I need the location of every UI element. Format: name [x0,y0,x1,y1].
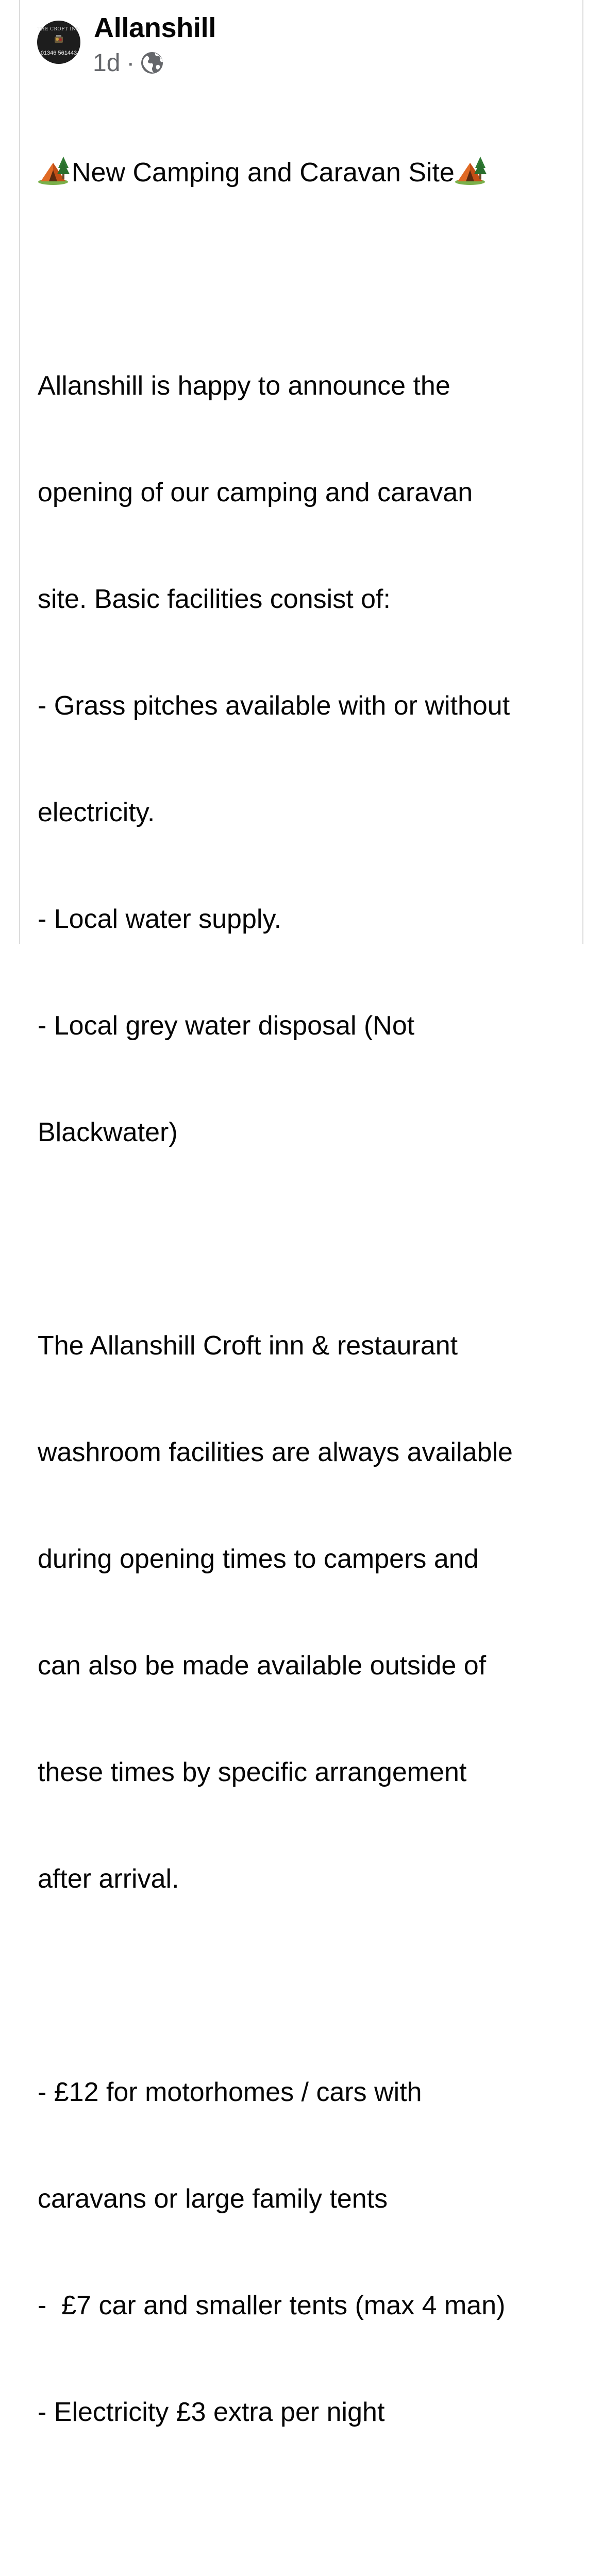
avatar-logo-text: THE CROFT INN [37,27,80,32]
post-line: during opening times to campers and [38,1544,479,1574]
post-title-text: New Camping and Caravan Site [72,158,455,188]
post-line [38,2501,568,2537]
post-line: - Local water supply. [38,904,282,934]
post-line [38,1222,568,1257]
post-line: Blackwater) [38,1117,178,1147]
post-time[interactable]: 1d [93,49,121,77]
post-author[interactable]: Allanshill [94,12,216,43]
post-line: Allanshill is happy to announce the [38,371,450,401]
post-line [38,262,568,297]
post-line: can also be made available outside of [38,1651,487,1681]
post-line: site. Basic facilities consist of: [38,584,391,614]
post-line: after arrival. [38,1864,179,1894]
post-line: caravans or large family tents [38,2184,388,2214]
post-title [38,155,568,191]
post-line: washroom facilities are always available [38,1437,513,1467]
post-line: electricity. [38,798,155,827]
post-line: these times by specific arrangement [38,1757,467,1787]
post-line: - £12 for motorhomes / cars with [38,2077,422,2107]
post-line: The Allanshill Croft inn & restaurant [38,1331,458,1361]
post-line: opening of our camping and caravan [38,478,473,507]
post-meta [93,47,164,78]
post-line [38,1968,568,2004]
post-line: - Local grey water disposal (Not [38,1011,415,1041]
inn-emblem-icon [54,35,63,43]
tent-icon [38,156,72,185]
avatar[interactable] [37,21,80,64]
avatar-phone-text: 01346 561443 [40,50,77,56]
post-line: - Grass pitches available with or without [38,691,510,721]
post-text [38,84,568,2576]
tent-icon [455,156,489,185]
post-line: - Electricity £3 extra per night [38,2397,385,2427]
post-line: - £7 car and smaller tents (max 4 man) [38,2291,506,2320]
globe-icon[interactable] [140,50,164,75]
meta-separator: · [126,49,135,77]
